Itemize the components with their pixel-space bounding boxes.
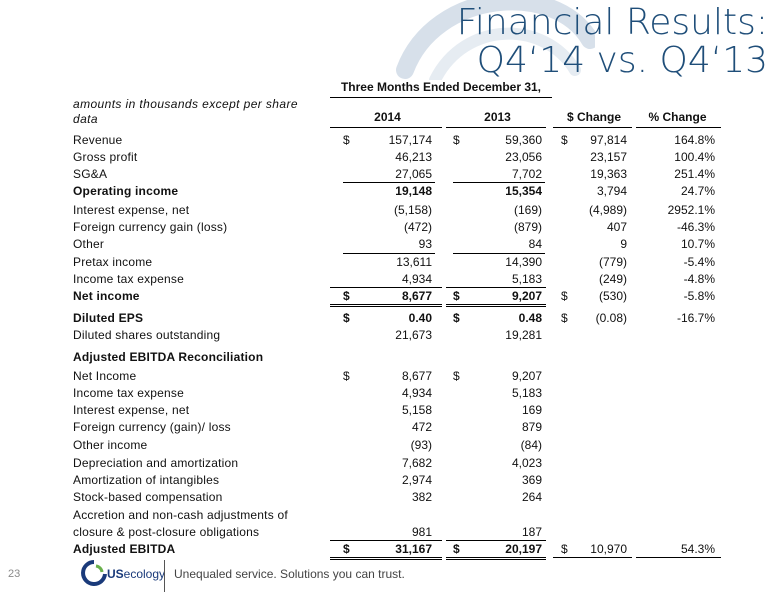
value-2014: 157,174 [388, 133, 432, 147]
value-2013: 15,354 [505, 184, 542, 198]
value-2013: 5,183 [511, 386, 542, 400]
total-underline [553, 557, 632, 558]
value-2014: 382 [411, 490, 432, 504]
value-dollar-change: (530) [598, 289, 627, 303]
currency-symbol: $ [561, 542, 568, 556]
value-2014: 4,934 [401, 386, 432, 400]
row-label: Income tax expense [73, 386, 184, 400]
footer-tagline: Unequaled service. Solutions you can trust. [174, 567, 405, 581]
value-dollar-change: 97,814 [590, 133, 627, 147]
value-dollar-change: (779) [598, 255, 627, 269]
total-underline [636, 557, 721, 558]
currency-symbol: $ [343, 542, 350, 556]
value-2013: 7,702 [511, 167, 542, 181]
value-pct-change: 10.7% [680, 237, 715, 251]
value-2013: 9,207 [511, 289, 542, 303]
value-2014: 0.40 [408, 311, 432, 325]
currency-symbol: $ [453, 289, 460, 303]
value-2014: 31,167 [395, 542, 432, 556]
currency-symbol: $ [453, 369, 460, 383]
row-label: Amortization of intangibles [73, 473, 220, 487]
value-2013: 4,023 [511, 456, 542, 470]
table-row-ebitda-depreciation [0, 455, 780, 472]
row-label: Stock-based compensation [73, 490, 223, 504]
value-pct-change: 251.4% [674, 167, 715, 181]
value-dollar-change: 407 [606, 220, 627, 234]
col-header-2014: 2014 [374, 110, 401, 124]
amounts-note: amounts in thousands except per share data [73, 97, 298, 126]
row-label: Accretion and non-cash adjustments of [73, 508, 288, 522]
header-underline [330, 127, 442, 128]
currency-symbol: $ [343, 311, 350, 325]
value-pct-change: 100.4% [674, 150, 715, 164]
value-dollar-change: 9 [620, 237, 627, 251]
currency-symbol: $ [453, 133, 460, 147]
table-row-ebitda-income-tax [0, 385, 780, 402]
value-2014: 8,677 [401, 369, 432, 383]
value-2013: 84 [528, 237, 542, 251]
table-row-sga [0, 166, 780, 183]
title-line-2: Q4‘14 vs. Q4‘13 [476, 40, 768, 81]
header-underline [553, 127, 632, 128]
table-row-ebitda-stock-comp [0, 489, 780, 506]
value-pct-change: 164.8% [674, 133, 715, 147]
row-label: Income tax expense [73, 272, 184, 286]
value-2013: 19,281 [505, 328, 542, 342]
row-label: Net Income [73, 369, 137, 383]
table-row-ebitda-other-income [0, 437, 780, 454]
table-row-diluted-shares [0, 327, 780, 344]
currency-symbol: $ [343, 133, 350, 147]
row-label: Diluted shares outstanding [73, 328, 221, 342]
value-2013: 879 [521, 420, 542, 434]
value-2014: 21,673 [395, 328, 432, 342]
page-title [457, 4, 768, 80]
value-2013: (879) [513, 220, 542, 234]
value-2013: 59,360 [505, 133, 542, 147]
value-dollar-change: 19,363 [590, 167, 627, 181]
value-2014: 46,213 [395, 150, 432, 164]
value-2014: 19,148 [395, 184, 432, 198]
period-header: Three Months Ended December 31, [340, 80, 542, 94]
value-2014: 2,974 [401, 473, 432, 487]
table-row-ebitda-accretion [0, 524, 780, 541]
row-label: Adjusted EBITDA [73, 542, 176, 556]
row-label: Depreciation and amortization [73, 456, 239, 470]
row-label: SG&A [73, 167, 108, 181]
value-2013: 369 [521, 473, 542, 487]
row-label: closure & post-closure obligations [73, 525, 260, 539]
value-2013: 5,183 [511, 272, 542, 286]
currency-symbol: $ [453, 542, 460, 556]
currency-symbol: $ [561, 133, 568, 147]
header-underline [636, 127, 721, 128]
row-label: Operating income [73, 184, 179, 198]
value-2013: 14,390 [505, 255, 542, 269]
row-label: Pretax income [73, 255, 153, 269]
value-2014: 7,682 [401, 456, 432, 470]
table-row-other [0, 236, 780, 253]
page-number: 23 [8, 568, 21, 580]
value-2014: (5,158) [393, 203, 432, 217]
value-2013: 20,197 [505, 542, 542, 556]
table-row-adjusted-ebitda [0, 541, 780, 558]
table-row-ebitda-interest [0, 402, 780, 419]
table-row-operating-income [0, 183, 780, 200]
total-double-underline [330, 304, 442, 307]
row-label: Foreign currency gain (loss) [73, 220, 228, 234]
row-label: Revenue [73, 133, 123, 147]
table-row-ebitda-accretion-line1 [0, 507, 780, 524]
table-row-ebitda-amortization [0, 472, 780, 489]
row-label: Gross profit [73, 150, 138, 164]
currency-symbol: $ [343, 369, 350, 383]
col-header-pct-change: % Change [648, 110, 707, 124]
value-pct-change: -5.4% [683, 255, 715, 269]
value-dollar-change: (249) [598, 272, 627, 286]
value-pct-change: 54.3% [680, 542, 715, 556]
row-label: Other income [73, 438, 148, 452]
section-heading-ebitda [0, 349, 780, 366]
title-line-1: Financial Results: [456, 2, 768, 43]
value-pct-change: 24.7% [680, 184, 715, 198]
value-2013: 187 [521, 525, 542, 539]
value-2014: 13,611 [396, 255, 432, 269]
table-row-net-income [0, 288, 780, 305]
table-row-pretax-income [0, 254, 780, 271]
logo-text-us: US [107, 567, 124, 581]
footer-divider [164, 560, 165, 592]
row-label: Other [73, 237, 105, 251]
table-row-diluted-eps [0, 310, 780, 327]
value-pct-change: -5.8% [683, 289, 715, 303]
table-row-ebitda-net-income [0, 368, 780, 385]
value-dollar-change: 3,794 [596, 184, 627, 198]
value-2013: 169 [521, 403, 542, 417]
row-label: Foreign currency (gain)/ loss [73, 420, 231, 434]
row-label: Diluted EPS [73, 311, 144, 325]
table-row-interest-expense [0, 202, 780, 219]
value-pct-change: 2952.1% [667, 203, 715, 217]
logo-swoosh-icon [80, 560, 108, 586]
value-pct-change: -16.7% [676, 311, 715, 325]
table-row-fx-gain [0, 219, 780, 236]
total-double-underline [446, 557, 546, 560]
row-label: Net income [73, 289, 140, 303]
table-row-revenue [0, 132, 780, 149]
currency-symbol: $ [561, 289, 568, 303]
currency-symbol: $ [343, 289, 350, 303]
value-2014: 93 [418, 237, 432, 251]
value-2014: 8,677 [401, 289, 432, 303]
row-label: Interest expense, net [73, 403, 190, 417]
table-row-ebitda-fx [0, 419, 780, 436]
value-2014: (93) [410, 438, 432, 452]
value-2014: 981 [411, 525, 432, 539]
value-2014: 5,158 [401, 403, 432, 417]
col-header-2013: 2013 [484, 110, 511, 124]
value-2013: (84) [520, 438, 542, 452]
value-2014: 4,934 [401, 272, 432, 286]
value-pct-change: -4.8% [683, 272, 715, 286]
value-2013: 0.48 [518, 311, 542, 325]
value-dollar-change: 23,157 [590, 150, 627, 164]
currency-symbol: $ [561, 311, 568, 325]
value-2013: 9,207 [511, 369, 542, 383]
value-dollar-change: (4,989) [588, 203, 627, 217]
total-double-underline [446, 304, 546, 307]
value-2013: (169) [513, 203, 542, 217]
value-2013: 23,056 [505, 150, 542, 164]
period-underline [330, 97, 552, 98]
section-label: Adjusted EBITDA Reconciliation [73, 350, 264, 364]
total-double-underline [330, 557, 442, 560]
table-row-income-tax [0, 271, 780, 288]
currency-symbol: $ [453, 311, 460, 325]
header-underline [446, 127, 546, 128]
value-dollar-change: 10,970 [590, 542, 627, 556]
row-label: Interest expense, net [73, 203, 190, 217]
table-row-gross-profit [0, 149, 780, 166]
value-2014: (472) [403, 220, 432, 234]
logo-text [107, 567, 165, 581]
value-2013: 264 [521, 490, 542, 504]
logo-text-ecology: ecology [123, 567, 166, 581]
value-2014: 27,065 [395, 167, 432, 181]
col-header-dollar-change: $ Change [566, 110, 621, 124]
us-ecology-logo [80, 558, 166, 588]
value-2014: 472 [411, 420, 432, 434]
value-pct-change: -46.3% [676, 220, 715, 234]
value-dollar-change: (0.08) [595, 311, 627, 325]
